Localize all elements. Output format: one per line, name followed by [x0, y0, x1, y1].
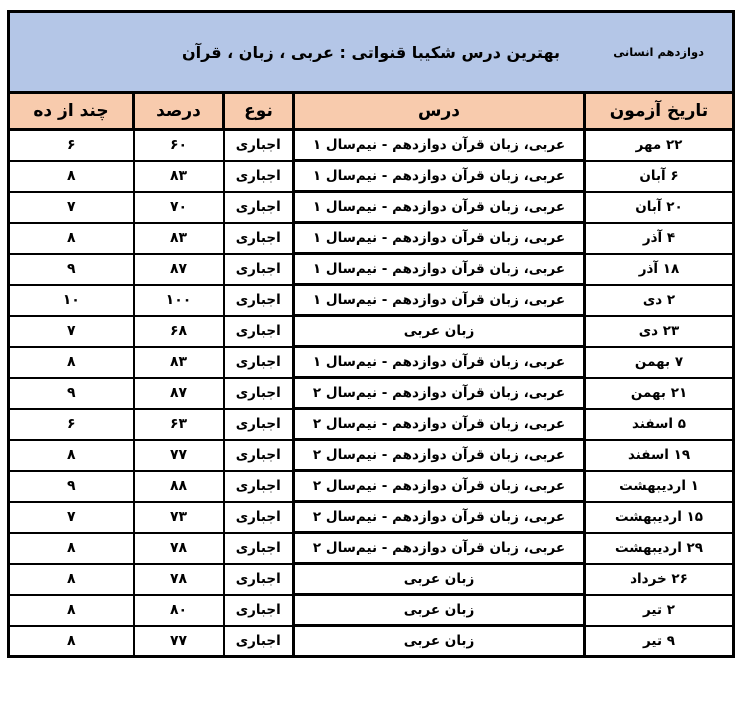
- cell-percent: ۷۷: [134, 440, 224, 471]
- cell-exam-date: ۲۳ دی: [585, 316, 734, 347]
- cell-percent: ۷۸: [134, 564, 224, 595]
- cell-lesson: عربی، زبان قرآن دوازدهم - نیم‌سال ۲: [294, 533, 585, 564]
- cell-lesson: عربی، زبان قرآن دوازدهم - نیم‌سال ۲: [294, 409, 585, 440]
- cell-type: اجباری: [224, 285, 294, 316]
- cell-exam-date: ۱۸ آذر: [585, 254, 734, 285]
- cell-type: اجباری: [224, 440, 294, 471]
- grade-label: دوازدهم انسانی: [613, 45, 704, 59]
- cell-type: اجباری: [224, 223, 294, 254]
- cell-out-of-ten: ۶: [9, 409, 134, 440]
- cell-lesson: عربی، زبان قرآن دوازدهم - نیم‌سال ۱: [294, 347, 585, 378]
- cell-lesson: عربی، زبان قرآن دوازدهم - نیم‌سال ۱: [294, 254, 585, 285]
- cell-lesson: زبان عربی: [294, 316, 585, 347]
- cell-out-of-ten: ۹: [9, 254, 134, 285]
- cell-type: اجباری: [224, 595, 294, 626]
- cell-exam-date: ۵ اسفند: [585, 409, 734, 440]
- table-row: [9, 440, 734, 471]
- cell-lesson: زبان عربی: [294, 626, 585, 657]
- cell-exam-date: ۱۵ اردیبهشت: [585, 502, 734, 533]
- table-row: [9, 161, 734, 192]
- cell-out-of-ten: ۸: [9, 533, 134, 564]
- table-row: [9, 595, 734, 626]
- cell-exam-date: ۶ آبان: [585, 161, 734, 192]
- cell-lesson: زبان عربی: [294, 595, 585, 626]
- cell-lesson: عربی، زبان قرآن دوازدهم - نیم‌سال ۱: [294, 285, 585, 316]
- cell-type: اجباری: [224, 471, 294, 502]
- cell-type: اجباری: [224, 161, 294, 192]
- table-row: [9, 223, 734, 254]
- cell-type: اجباری: [224, 502, 294, 533]
- cell-exam-date: ۴ آذر: [585, 223, 734, 254]
- cell-percent: ۸۰: [134, 595, 224, 626]
- table-body: [9, 130, 734, 657]
- cell-percent: ۸۳: [134, 223, 224, 254]
- cell-lesson: عربی، زبان قرآن دوازدهم - نیم‌سال ۲: [294, 440, 585, 471]
- cell-type: اجباری: [224, 254, 294, 285]
- page-title: بهترین درس شکیبا قنواتی : عربی ، زبان ، قرآن: [182, 42, 561, 62]
- table-row: [9, 192, 734, 223]
- cell-type: اجباری: [224, 564, 294, 595]
- cell-out-of-ten: ۸: [9, 347, 134, 378]
- cell-type: اجباری: [224, 533, 294, 564]
- table-row: [9, 347, 734, 378]
- cell-out-of-ten: ۸: [9, 564, 134, 595]
- table-row: [9, 254, 734, 285]
- cell-out-of-ten: ۸: [9, 223, 134, 254]
- cell-out-of-ten: ۹: [9, 471, 134, 502]
- cell-lesson: عربی، زبان قرآن دوازدهم - نیم‌سال ۱: [294, 192, 585, 223]
- cell-out-of-ten: ۹: [9, 378, 134, 409]
- table-row: [9, 316, 734, 347]
- cell-out-of-ten: ۸: [9, 626, 134, 657]
- cell-lesson: زبان عربی: [294, 564, 585, 595]
- cell-percent: ۷۷: [134, 626, 224, 657]
- cell-exam-date: ۲۰ آبان: [585, 192, 734, 223]
- cell-out-of-ten: ۸: [9, 595, 134, 626]
- cell-type: اجباری: [224, 378, 294, 409]
- table-row: [9, 471, 734, 502]
- cell-percent: ۸۷: [134, 254, 224, 285]
- table-row: [9, 378, 734, 409]
- cell-type: اجباری: [224, 316, 294, 347]
- cell-percent: ۶۰: [134, 130, 224, 161]
- table-row: [9, 130, 734, 161]
- column-header-lesson: درس: [294, 93, 585, 130]
- cell-out-of-ten: ۸: [9, 440, 134, 471]
- table-row: [9, 502, 734, 533]
- cell-exam-date: ۲۲ مهر: [585, 130, 734, 161]
- table-row: [9, 285, 734, 316]
- cell-lesson: عربی، زبان قرآن دوازدهم - نیم‌سال ۲: [294, 471, 585, 502]
- cell-percent: ۸۸: [134, 471, 224, 502]
- cell-exam-date: ۷ بهمن: [585, 347, 734, 378]
- table-row: [9, 409, 734, 440]
- cell-percent: ۶۸: [134, 316, 224, 347]
- cell-type: اجباری: [224, 626, 294, 657]
- cell-exam-date: ۲ دی: [585, 285, 734, 316]
- cell-exam-date: ۱۹ اسفند: [585, 440, 734, 471]
- cell-percent: ۱۰۰: [134, 285, 224, 316]
- table-row: [9, 564, 734, 595]
- cell-exam-date: ۱ اردیبهشت: [585, 471, 734, 502]
- cell-out-of-ten: ۶: [9, 130, 134, 161]
- column-header-date: تاریخ آزمون: [585, 93, 734, 130]
- cell-exam-date: ۲۹ اردیبهشت: [585, 533, 734, 564]
- cell-exam-date: ۹ تیر: [585, 626, 734, 657]
- exam-results-table: [7, 10, 735, 658]
- cell-type: اجباری: [224, 347, 294, 378]
- cell-percent: ۸۳: [134, 347, 224, 378]
- cell-lesson: عربی، زبان قرآن دوازدهم - نیم‌سال ۲: [294, 378, 585, 409]
- cell-percent: ۸۷: [134, 378, 224, 409]
- cell-out-of-ten: ۷: [9, 502, 134, 533]
- cell-lesson: عربی، زبان قرآن دوازدهم - نیم‌سال ۱: [294, 130, 585, 161]
- cell-exam-date: ۲۶ خرداد: [585, 564, 734, 595]
- cell-percent: ۷۰: [134, 192, 224, 223]
- cell-out-of-ten: ۷: [9, 192, 134, 223]
- cell-percent: ۷۳: [134, 502, 224, 533]
- title-bar: [10, 13, 732, 91]
- cell-type: اجباری: [224, 192, 294, 223]
- table-row: [9, 626, 734, 657]
- cell-out-of-ten: ۷: [9, 316, 134, 347]
- cell-exam-date: ۲ تیر: [585, 595, 734, 626]
- cell-exam-date: ۲۱ بهمن: [585, 378, 734, 409]
- cell-percent: ۶۳: [134, 409, 224, 440]
- cell-out-of-ten: ۸: [9, 161, 134, 192]
- column-header-out-of-ten: چند از ده: [9, 93, 134, 130]
- cell-percent: ۸۳: [134, 161, 224, 192]
- column-header-type: نوع: [224, 93, 294, 130]
- cell-lesson: عربی، زبان قرآن دوازدهم - نیم‌سال ۲: [294, 502, 585, 533]
- title-row: [9, 12, 734, 93]
- column-header-row: [9, 93, 734, 130]
- title-bar-cell: [9, 12, 734, 93]
- cell-type: اجباری: [224, 130, 294, 161]
- table-row: [9, 533, 734, 564]
- cell-percent: ۷۸: [134, 533, 224, 564]
- cell-out-of-ten: ۱۰: [9, 285, 134, 316]
- cell-lesson: عربی، زبان قرآن دوازدهم - نیم‌سال ۱: [294, 223, 585, 254]
- column-header-percent: درصد: [134, 93, 224, 130]
- cell-lesson: عربی، زبان قرآن دوازدهم - نیم‌سال ۱: [294, 161, 585, 192]
- cell-type: اجباری: [224, 409, 294, 440]
